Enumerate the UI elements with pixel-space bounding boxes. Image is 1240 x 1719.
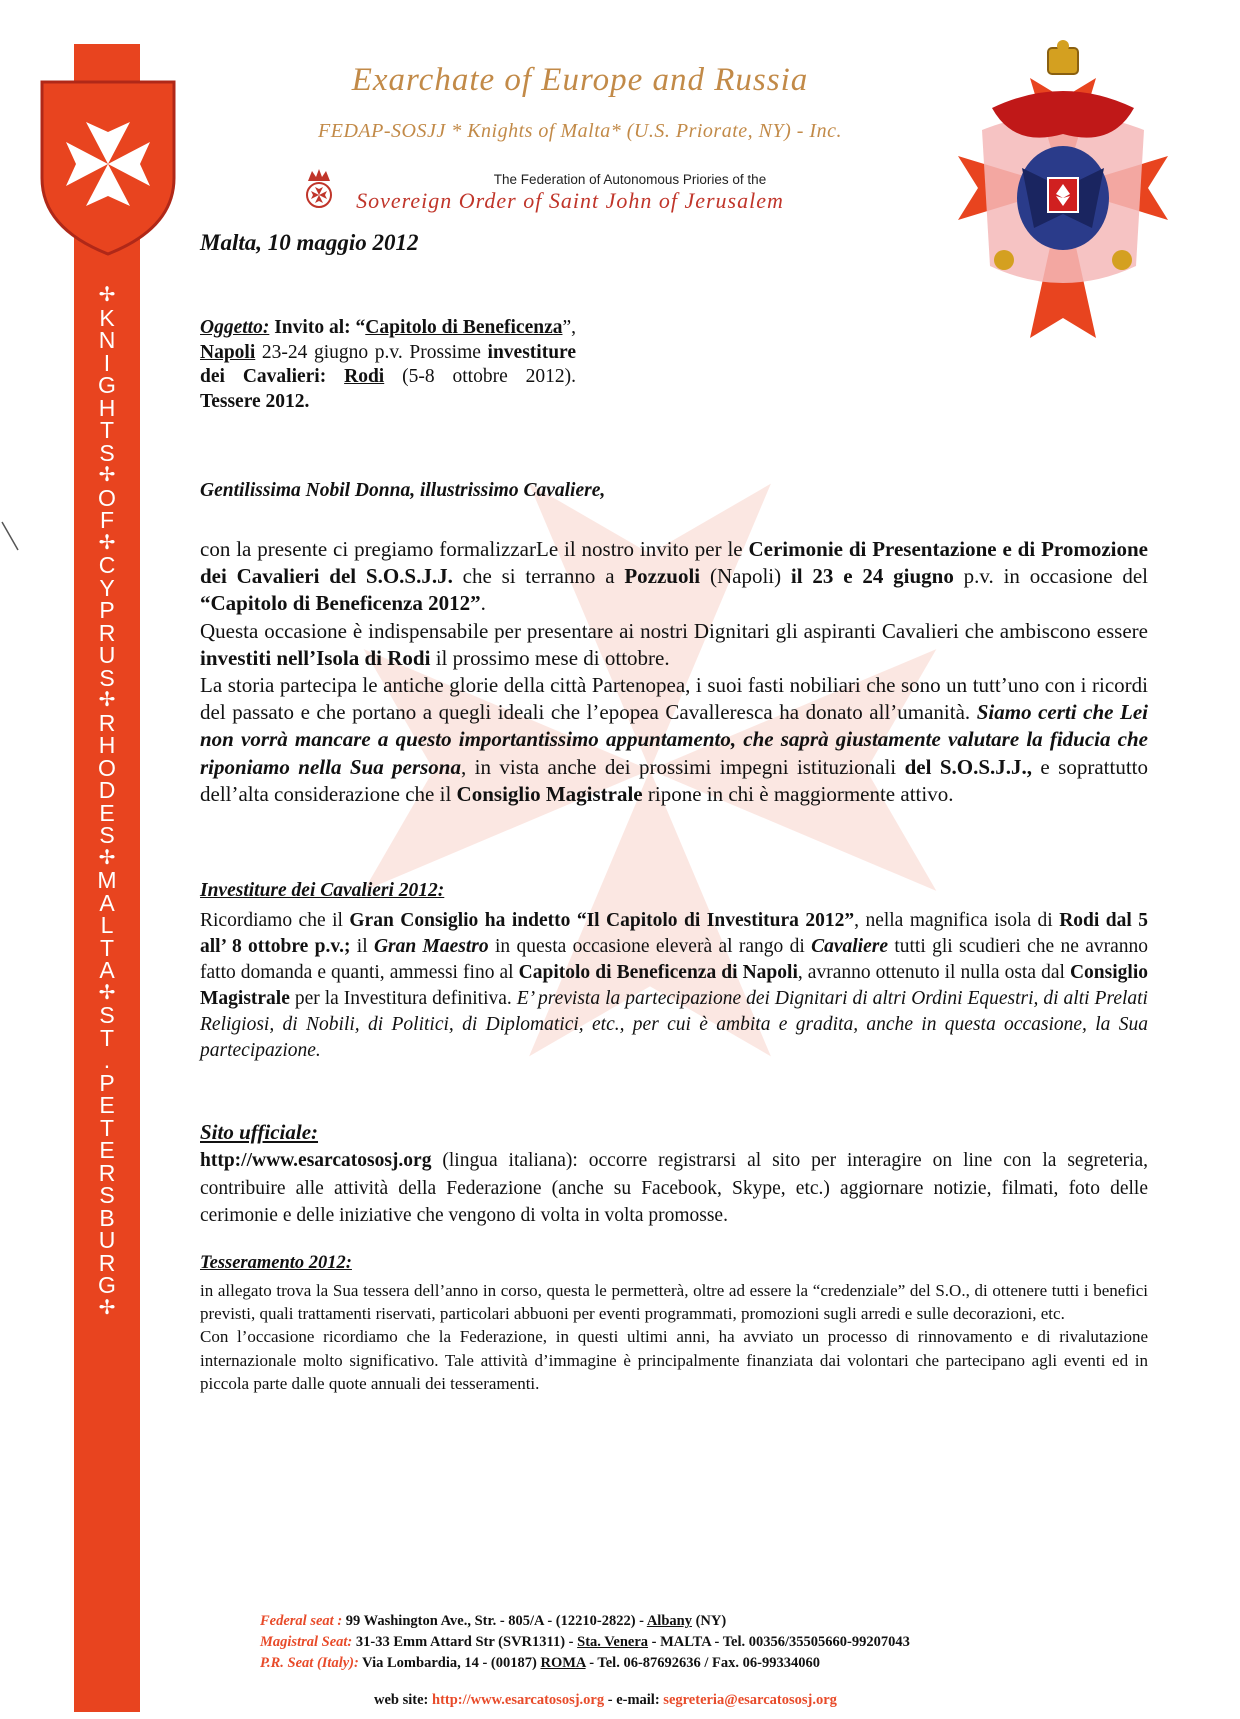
footer-text: Via Lombardia, 14 - (00187)	[358, 1655, 541, 1671]
band-letter: L	[100, 912, 114, 938]
paragraph-text: , in vista anche dei prossimi impegni istituzionali	[461, 754, 905, 779]
paragraph-text: (Napoli)	[700, 564, 791, 589]
band-letter: ✢	[98, 531, 116, 554]
footer-text: 99 Washington Ave., Str. - 805/A - (12210-2822) -	[342, 1613, 647, 1629]
greeting: Gentilissima Nobil Donna, illustrissimo Cavaliere,	[200, 480, 606, 501]
section-text: il	[350, 936, 374, 957]
band-letter: ✢	[98, 981, 116, 1004]
band-letter: N	[98, 327, 116, 353]
band-letter: U	[98, 642, 116, 668]
header-title: Exarchate of Europe and Russia	[351, 62, 809, 98]
section-text: , avranno ottenuto il nulla osta dal	[797, 962, 1070, 983]
section-text: Ricordiamo che il	[200, 910, 350, 931]
footer-text: - MALTA - Tel. 00356/35505660-99207043	[648, 1634, 910, 1650]
band-letter: O	[98, 484, 116, 511]
section-text: Rodi dal 5 all’ 8 ottobre p.v.;	[200, 910, 1149, 957]
section-text: E’ prevista la partecipazione dei Dignitari di altri Ordini Equestri, di alti Prelati Religiosi, di Nobili, di Politici, di Diplomatici, etc., per cui è ambita e gradita, anche in questa occasione, la Sua partecipazione.	[200, 988, 1148, 1061]
footer-email-link[interactable]: segreteria@esarcatososj.org	[663, 1692, 837, 1708]
subject-text: investiture dei Cavalieri:	[200, 341, 576, 387]
band-text	[74, 284, 140, 1634]
band-letter: T	[99, 417, 115, 443]
investiture-body	[200, 908, 1148, 1064]
paragraph-text: .	[480, 591, 486, 616]
band-letter: T	[99, 1114, 115, 1141]
band-letter: E	[99, 1137, 115, 1163]
footer-text: - e-mail:	[604, 1692, 664, 1708]
band-letter: C	[98, 552, 116, 578]
header-order: Sovereign Order of Saint John of Jerusalem	[356, 188, 784, 213]
paragraph-text: Questa occasione è indispensabile per presentare ai nostri Dignitari gli aspiranti Cavalieri che ambiscono essere	[200, 618, 1148, 643]
band-letter: I	[103, 349, 111, 376]
section-text: Gran Maestro	[373, 936, 489, 957]
section-text: Cavaliere	[811, 936, 888, 957]
band-letter: A	[99, 889, 115, 916]
footer-text: Sta. Venera	[577, 1634, 649, 1650]
investiture-title: Investiture dei Cavalieri 2012:	[200, 880, 445, 901]
footer-text: web site:	[374, 1692, 432, 1708]
footer-federal-line	[260, 1611, 1160, 1632]
paragraph-text: Pozzuoli	[624, 564, 701, 589]
footer-text: - Tel. 06-87692636 / Fax. 06-99334060	[585, 1655, 820, 1671]
paragraph-text: del S.O.S.J.J.,	[904, 754, 1033, 779]
tesseramento-title: Tesseramento 2012:	[200, 1253, 352, 1273]
band-letter: S	[99, 1182, 115, 1208]
letter-date: Malta, 10 maggio 2012	[200, 230, 419, 255]
section-text: per la Investitura definitiva.	[289, 988, 517, 1009]
footer-web	[374, 1692, 1074, 1709]
band-letter: ✢	[98, 464, 116, 486]
footer-text: (NY)	[691, 1613, 727, 1629]
band-letter: .	[103, 1047, 111, 1073]
crown-cross-icon	[304, 167, 334, 211]
band-letter: ✢	[98, 1296, 116, 1319]
header-subtitle: FEDAP-SOSJJ * Knights of Malta* (U.S. Priorate, NY) - Inc.	[318, 120, 842, 142]
sito-title: Sito ufficiale:	[200, 1120, 319, 1144]
band-letter: T	[99, 934, 115, 961]
paragraph-text: p.v. in occasione del	[953, 564, 1148, 589]
section-text: in questa occasione eleverà al rango di	[488, 936, 812, 957]
band-letter: P	[99, 1069, 115, 1096]
sito-body	[200, 1147, 1148, 1230]
subject-text: 23-24 giugno p.v. Prossime	[255, 341, 488, 363]
subject-text: Napoli	[200, 341, 256, 363]
section-text: Consiglio Magistrale	[200, 962, 1148, 1009]
paragraph-text: il prossimo mese di ottobre.	[430, 645, 670, 670]
footer-text: 31-33 Emm Attard Str (SVR1311) -	[352, 1634, 578, 1650]
band-letter: S	[99, 439, 115, 466]
subject-text: Invito al: “	[269, 317, 366, 338]
band-letter: S	[99, 822, 115, 848]
header-federation: The Federation of Autonomous Priories of the	[493, 172, 767, 187]
paragraph-text: Consiglio Magistrale	[456, 781, 643, 806]
band-letter: U	[98, 1227, 116, 1253]
margin-mark	[0, 520, 22, 554]
paragraph-text: e soprattutto dell’alta considerazione che il	[200, 754, 1149, 806]
footer-text: ROMA	[540, 1655, 586, 1671]
section-text: in allegato trova la Sua tessera dell’anno in corso, questa le permetterà, oltre ad essere la “credenziale” del S.O., di ottenere tutti i benefici previsti, quali trattamenti riservati, particolari abbuoni per eventi programmati, promozioni sugli arredi e sulle decorazioni, etc.	[200, 1281, 1148, 1324]
band-letter: A	[99, 957, 115, 983]
paragraph-text: il 23 e 24 giugno	[790, 564, 954, 589]
paragraph-text: ripone in chi è maggiormente attivo.	[642, 781, 954, 806]
footer-pr-line	[260, 1653, 1160, 1674]
footer-magistral-line	[260, 1632, 1160, 1653]
band-letter: D	[98, 777, 116, 803]
band-letter: M	[97, 867, 117, 893]
subject-text	[326, 366, 344, 387]
footer-label: Magistral Seat:	[260, 1634, 353, 1650]
band-letter: G	[98, 372, 116, 398]
section-text: , nella magnifica isola di	[854, 910, 1060, 931]
paragraph-text: Cerimonie di Presentazione e di Promozione dei Cavalieri del S.O.S.J.J.	[200, 537, 1148, 589]
band-letter: S	[99, 664, 115, 691]
band-letter: E	[99, 1092, 115, 1118]
subject-text: Rodi	[344, 366, 385, 387]
coat-of-arms-icon	[952, 38, 1174, 350]
main-paragraph	[200, 536, 1148, 808]
footer-label: P.R. Seat (Italy):	[260, 1655, 359, 1671]
section-text: tutti gli scudieri che ne avranno fatto domanda e quanti, ammessi fino al	[200, 936, 1148, 983]
band-letter: O	[98, 754, 116, 781]
band-letter: P	[99, 597, 115, 623]
footer-label: Federal seat :	[260, 1613, 343, 1629]
band-letter: ✢	[98, 846, 116, 869]
band-letter: K	[99, 304, 115, 331]
band-letter: R	[98, 1249, 116, 1276]
subject-label: Oggetto:	[200, 317, 270, 338]
band-letter: B	[99, 1204, 115, 1231]
band-letter: E	[99, 799, 115, 826]
paragraph-text: che si terranno a	[452, 564, 625, 589]
paragraph-text: Siamo certi che Lei non vorrà mancare a questo importantissimo appuntamento, che saprà giustamente valutare la fiducia che riponiamo nella Sua persona	[200, 700, 1148, 779]
band-letter: S	[99, 1002, 115, 1028]
band-letter: ✢	[98, 689, 116, 711]
band-letter: R	[98, 619, 116, 646]
band-letter: R	[98, 709, 116, 736]
band-letter: H	[98, 394, 116, 421]
subject-text: Capitolo di Beneficenza	[365, 317, 563, 338]
subject-text: ”,	[562, 317, 577, 338]
section-text: Con l’occasione ricordiamo che la Federazione, in questi ultimi anni, ha avviato un processo di rinnovamento e di rivalutazione internazionale molto significativo. Tale attività d’immagine è principalmente finanziata dai volontari che partecipano agli eventi ed in piccola parte dalle quote annuali dei tesseramenti.	[200, 1327, 1148, 1393]
footer-web-link[interactable]: http://www.esarcatososj.org	[432, 1692, 605, 1708]
band-letter: R	[98, 1159, 116, 1186]
footer-addresses	[260, 1611, 1160, 1674]
section-text: (lingua italiana): occorre registrarsi al sito per interagire on line con la segreteria, contribuire alle attività della Federazione (anche su Facebook, Skype, etc.) aggiornare notizie, filmati, foto delle cerimonie e delle iniziative che vengono di volta in volta promosse.	[200, 1150, 1148, 1226]
subject-text: (5-8 ottobre 2012).	[384, 366, 577, 387]
band-letter: F	[99, 507, 115, 533]
band-letter: T	[99, 1024, 115, 1051]
paragraph-text: La storia partecipa le antiche glorie della città Partenopea, i suoi fasti nobiliari che sono un tutt’uno con i ricordi del passato e che portano a quegli ideali che l’epopea Cavalleresca ha donato all’umanità.	[200, 673, 1148, 725]
maltese-cross-shield-icon	[38, 78, 178, 258]
section-text: Capitolo di Beneficenza di Napoli	[518, 962, 798, 983]
paragraph-text: con la presente ci pregiamo formalizzarLe il nostro invito per le	[200, 537, 749, 561]
footer-text: Albany	[646, 1613, 692, 1629]
band-letter: ✢	[98, 284, 116, 306]
site-url-link[interactable]: http://www.esarcatososj.org	[200, 1150, 432, 1171]
band-letter: G	[98, 1272, 116, 1298]
section-text: Gran Consiglio ha indetto “Il Capitolo di Investitura 2012”	[349, 910, 855, 931]
band-letter: Y	[99, 574, 115, 601]
paragraph-text: investiti nell’Isola di Rodi	[200, 645, 431, 670]
tesseramento-body	[200, 1279, 1148, 1395]
subject-block	[200, 316, 576, 414]
subject-text: Tessere 2012.	[200, 390, 310, 412]
band-letter: H	[98, 732, 116, 758]
paragraph-text: “Capitolo di Beneficenza 2012”	[200, 591, 481, 616]
